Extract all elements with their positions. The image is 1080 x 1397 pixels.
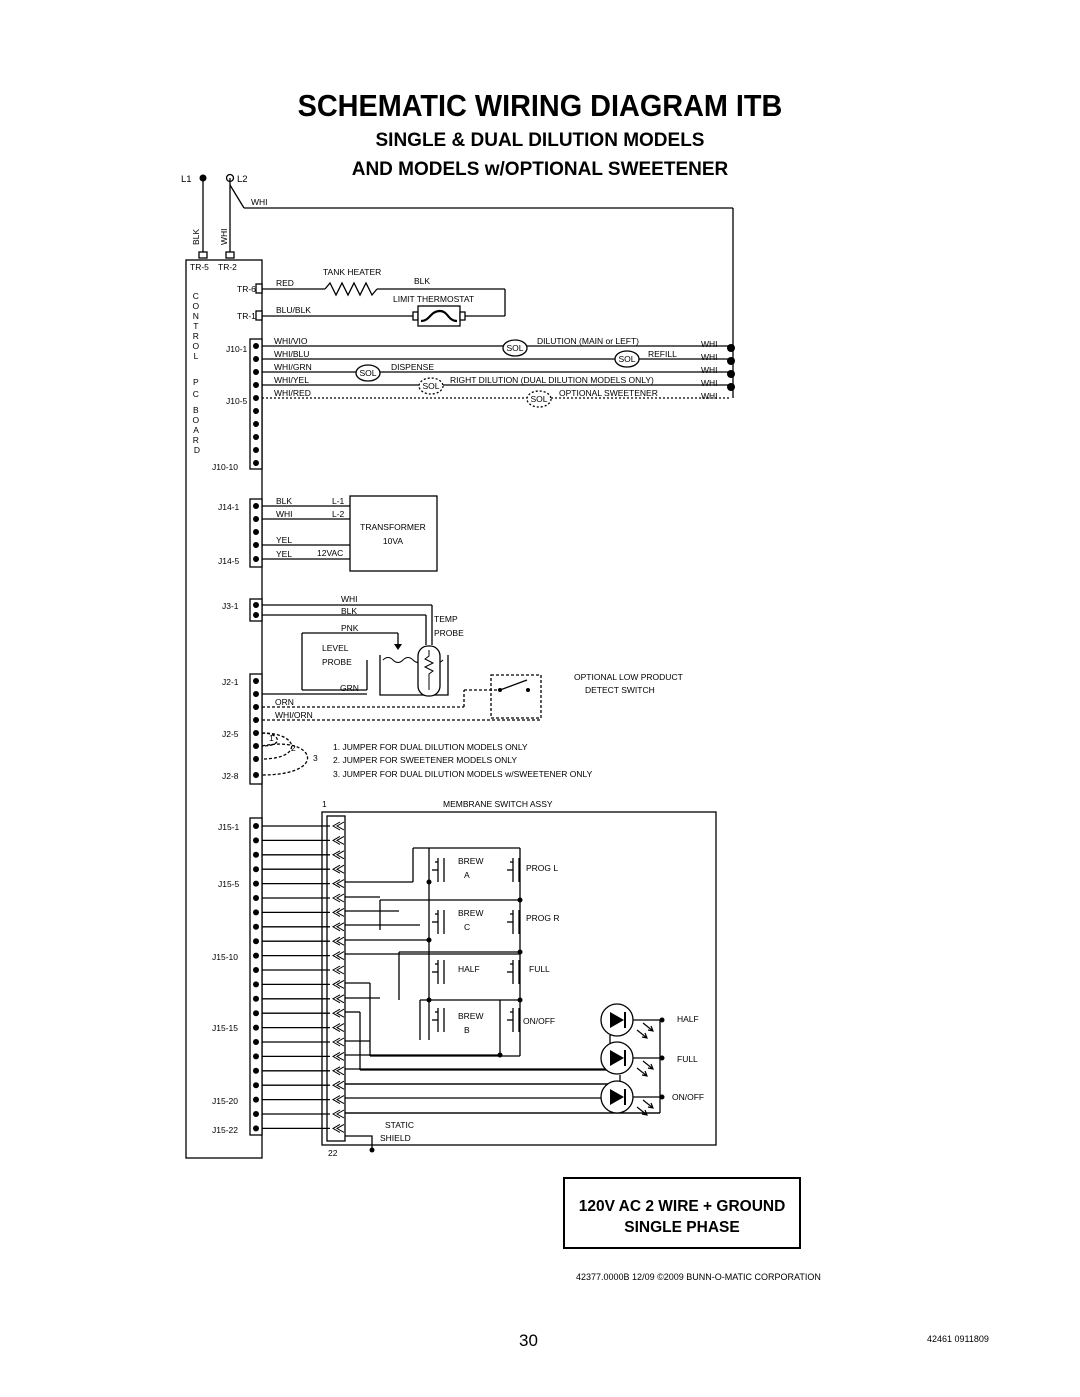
brew-a-letter: A [464, 870, 470, 880]
sol-label: SOL [618, 354, 636, 364]
membrane-switch-matrix [380, 848, 523, 1058]
led-icon [601, 1081, 665, 1115]
dilution-main-label: DILUTION (MAIN or LEFT) [537, 336, 640, 346]
whi-yel-label: WHI/YEL [274, 375, 309, 385]
led-icon [601, 1004, 665, 1038]
j15-pin [253, 1082, 259, 1088]
j10-10-label: J10-10 [212, 462, 238, 472]
jumper-3-label: 3 [313, 753, 318, 763]
l-2-label: L-2 [332, 509, 345, 519]
j15-10-label: J15-10 [212, 952, 238, 962]
grn-label: GRN [340, 683, 359, 693]
footer-code: 42461 0911809 [927, 1334, 989, 1344]
j15-pin [253, 1010, 259, 1016]
vac12-label: 12VAC [317, 548, 344, 558]
j15-pin [253, 881, 259, 887]
j15-pin [253, 1125, 259, 1131]
transformer-label: TRANSFORMER [360, 522, 426, 532]
tank-heater-symbol [325, 283, 377, 295]
right-dilution-label: RIGHT DILUTION (DUAL DILUTION MODELS ONLY) [450, 375, 654, 385]
tank-heater-label: TANK HEATER [323, 267, 382, 277]
j15-pin [253, 895, 259, 901]
limit-thermostat-label: LIMIT THERMOSTAT [393, 294, 475, 304]
full-switch-label: FULL [529, 964, 550, 974]
sol-label: SOL [422, 381, 440, 391]
membrane-switch [507, 960, 519, 984]
membrane-connector [327, 816, 345, 1141]
whi-vertical-label: WHI [219, 228, 229, 245]
l1-label: L1 [181, 174, 192, 185]
j15-pin [253, 1097, 259, 1103]
blk-label: BLK [341, 606, 358, 616]
on-off-switch-label: ON/OFF [523, 1016, 556, 1026]
brew-c-letter: C [464, 922, 471, 932]
transformer-box [350, 496, 437, 571]
j15-pin [253, 967, 259, 973]
blu-blk-label: BLU/BLK [276, 305, 311, 315]
j2-5-label: J2-5 [222, 729, 239, 739]
j15-pin [253, 823, 259, 829]
whi-blu-label: WHI/BLU [274, 349, 310, 359]
j15-pin [253, 1068, 259, 1074]
page-number: 30 [519, 1331, 538, 1350]
yel-label: YEL [276, 535, 293, 545]
brew-b-letter: B [464, 1025, 470, 1035]
power-spec-line-2: SINGLE PHASE [624, 1219, 740, 1236]
j15-1-label: J15-1 [218, 822, 240, 832]
j3-1-label: J3-1 [222, 601, 239, 611]
power-spec-box [563, 1177, 801, 1249]
l-1-label: L-1 [332, 496, 345, 506]
whi-label: WHI [701, 339, 718, 349]
sol-label: SOL [506, 343, 524, 353]
membrane-switch [432, 1008, 444, 1032]
refill-label: REFILL [648, 349, 677, 359]
l2-label: L2 [237, 174, 248, 185]
j15-pin [253, 996, 259, 1002]
membrane-switch [432, 910, 444, 934]
sol-label: SOL [530, 394, 548, 404]
diagram-subtitle-1: SINGLE & DUAL DILUTION MODELS [375, 130, 705, 151]
power-spec-line-1: 120V AC 2 WIRE + GROUND [578, 1198, 786, 1215]
diagram-subtitle-2: AND MODELS w/OPTIONAL SWEETENER [351, 159, 729, 180]
optional-sweetener-solenoid [527, 391, 551, 407]
j15-pin [253, 953, 259, 959]
dilution-main-solenoid [503, 340, 527, 356]
membrane-switch [507, 910, 519, 934]
whi-label: WHI [701, 365, 718, 375]
whi-top-label: WHI [251, 197, 268, 207]
j2-1-label: J2-1 [222, 677, 239, 687]
pin-1-label: 1 [322, 799, 327, 809]
j2-connector [250, 674, 262, 784]
j14-connector [250, 499, 262, 567]
j15-pin [253, 866, 259, 872]
j2-8-label: J2-8 [222, 771, 239, 781]
led-full-label: FULL [677, 1054, 698, 1064]
note-2: 2. JUMPER FOR SWEETENER MODELS ONLY [333, 755, 518, 765]
whi-label: WHI [341, 594, 358, 604]
membrane-switch [507, 858, 519, 882]
j14-1-label: J14-1 [218, 502, 240, 512]
limit-thermostat-symbol [418, 306, 460, 326]
whi-label: WHI [701, 391, 718, 401]
optional-sweetener-label: OPTIONAL SWEETENER [559, 388, 658, 398]
prog-l-label: PROG L [526, 863, 559, 873]
half-switch-label: HALF [458, 964, 480, 974]
right-dilution-solenoid [419, 378, 443, 394]
j15-pin [253, 1053, 259, 1059]
red-label: RED [276, 278, 294, 288]
tr2-label: TR-2 [218, 262, 237, 272]
probe-label: PROBE [434, 628, 464, 638]
tr5-label: TR-5 [190, 262, 209, 272]
whi-grn-label: WHI/GRN [274, 362, 312, 372]
level-probe-label: PROBE [322, 657, 352, 667]
whi-label: WHI [276, 509, 293, 519]
refill-solenoid [615, 351, 639, 367]
membrane-switch [507, 1008, 519, 1032]
j3-connector [250, 599, 262, 621]
j15-pin [253, 852, 259, 858]
orn-label: ORN [275, 697, 294, 707]
j15-pin [253, 1111, 259, 1117]
j15-pin [253, 1039, 259, 1045]
j15-22-label: J15-22 [212, 1125, 238, 1135]
j15-pin [253, 938, 259, 944]
j15-15-label: J15-15 [212, 1023, 238, 1033]
j10-1-label: J10-1 [226, 344, 248, 354]
control-board-label: C O N T R O L P C B O A R D [192, 291, 201, 455]
whi-label: WHI [701, 378, 718, 388]
j15-pin [253, 924, 259, 930]
sol-label: SOL [359, 368, 377, 378]
diagram-title: SCHEMATIC WIRING DIAGRAM ITB [297, 88, 783, 123]
jumper-1-label: 1 [269, 733, 274, 743]
whi-red-label: WHI/RED [274, 388, 311, 398]
blk-vertical-label: BLK [191, 228, 201, 245]
optional-low-product-label: OPTIONAL LOW PRODUCT [574, 672, 683, 682]
j14-5-label: J14-5 [218, 556, 240, 566]
blk-label: BLK [276, 496, 293, 506]
membrane-switch [432, 960, 444, 984]
blk-label: BLK [414, 276, 431, 286]
note-3: 3. JUMPER FOR DUAL DILUTION MODELS w/SWEETENER ONLY [333, 769, 593, 779]
transformer-rating-label: 10VA [382, 536, 404, 546]
led-half-label: HALF [677, 1014, 699, 1024]
membrane-switch [432, 858, 444, 882]
j15-pin [253, 1025, 259, 1031]
led-icon [601, 1042, 665, 1076]
j10-5-label: J10-5 [226, 396, 248, 406]
led-on-off-label: ON/OFF [672, 1092, 705, 1102]
note-1: 1. JUMPER FOR DUAL DILUTION MODELS ONLY [333, 742, 528, 752]
j15-pin [253, 837, 259, 843]
brew-c-label: BREW [458, 908, 484, 918]
prog-r-label: PROG R [526, 913, 560, 923]
j15-5-label: J15-5 [218, 879, 240, 889]
j10-connector [250, 339, 262, 469]
whi-orn-label: WHI/ORN [275, 710, 313, 720]
pin-22-label: 22 [328, 1148, 338, 1158]
membrane-switch-label: MEMBRANE SWITCH ASSY [443, 799, 553, 809]
yel-label: YEL [276, 549, 293, 559]
j15-pin [253, 909, 259, 915]
static-label: STATIC [385, 1120, 414, 1130]
led-indicators [601, 1004, 665, 1115]
level-label: LEVEL [322, 643, 349, 653]
footer-doc-info: 42377.0000B 12/09 ©2009 BUNN-O-MATIC CORPORATION [576, 1272, 821, 1282]
shield-label: SHIELD [380, 1133, 411, 1143]
j15-20-label: J15-20 [212, 1096, 238, 1106]
j15-pin [253, 981, 259, 987]
pnk-label: PNK [341, 623, 359, 633]
dispense-label: DISPENSE [391, 362, 434, 372]
tr1-label: TR-1 [237, 311, 256, 321]
detect-switch-label: DETECT SWITCH [585, 685, 655, 695]
jumper-2-label: 2 [291, 743, 296, 753]
brew-b-label: BREW [458, 1011, 484, 1021]
whi-label: WHI [701, 352, 718, 362]
dispense-solenoid [356, 365, 380, 381]
tr6-label: TR-6 [237, 284, 256, 294]
whi-vio-label: WHI/VIO [274, 336, 308, 346]
temp-label: TEMP [434, 614, 458, 624]
brew-a-label: BREW [458, 856, 484, 866]
low-product-switch-box [491, 675, 541, 718]
